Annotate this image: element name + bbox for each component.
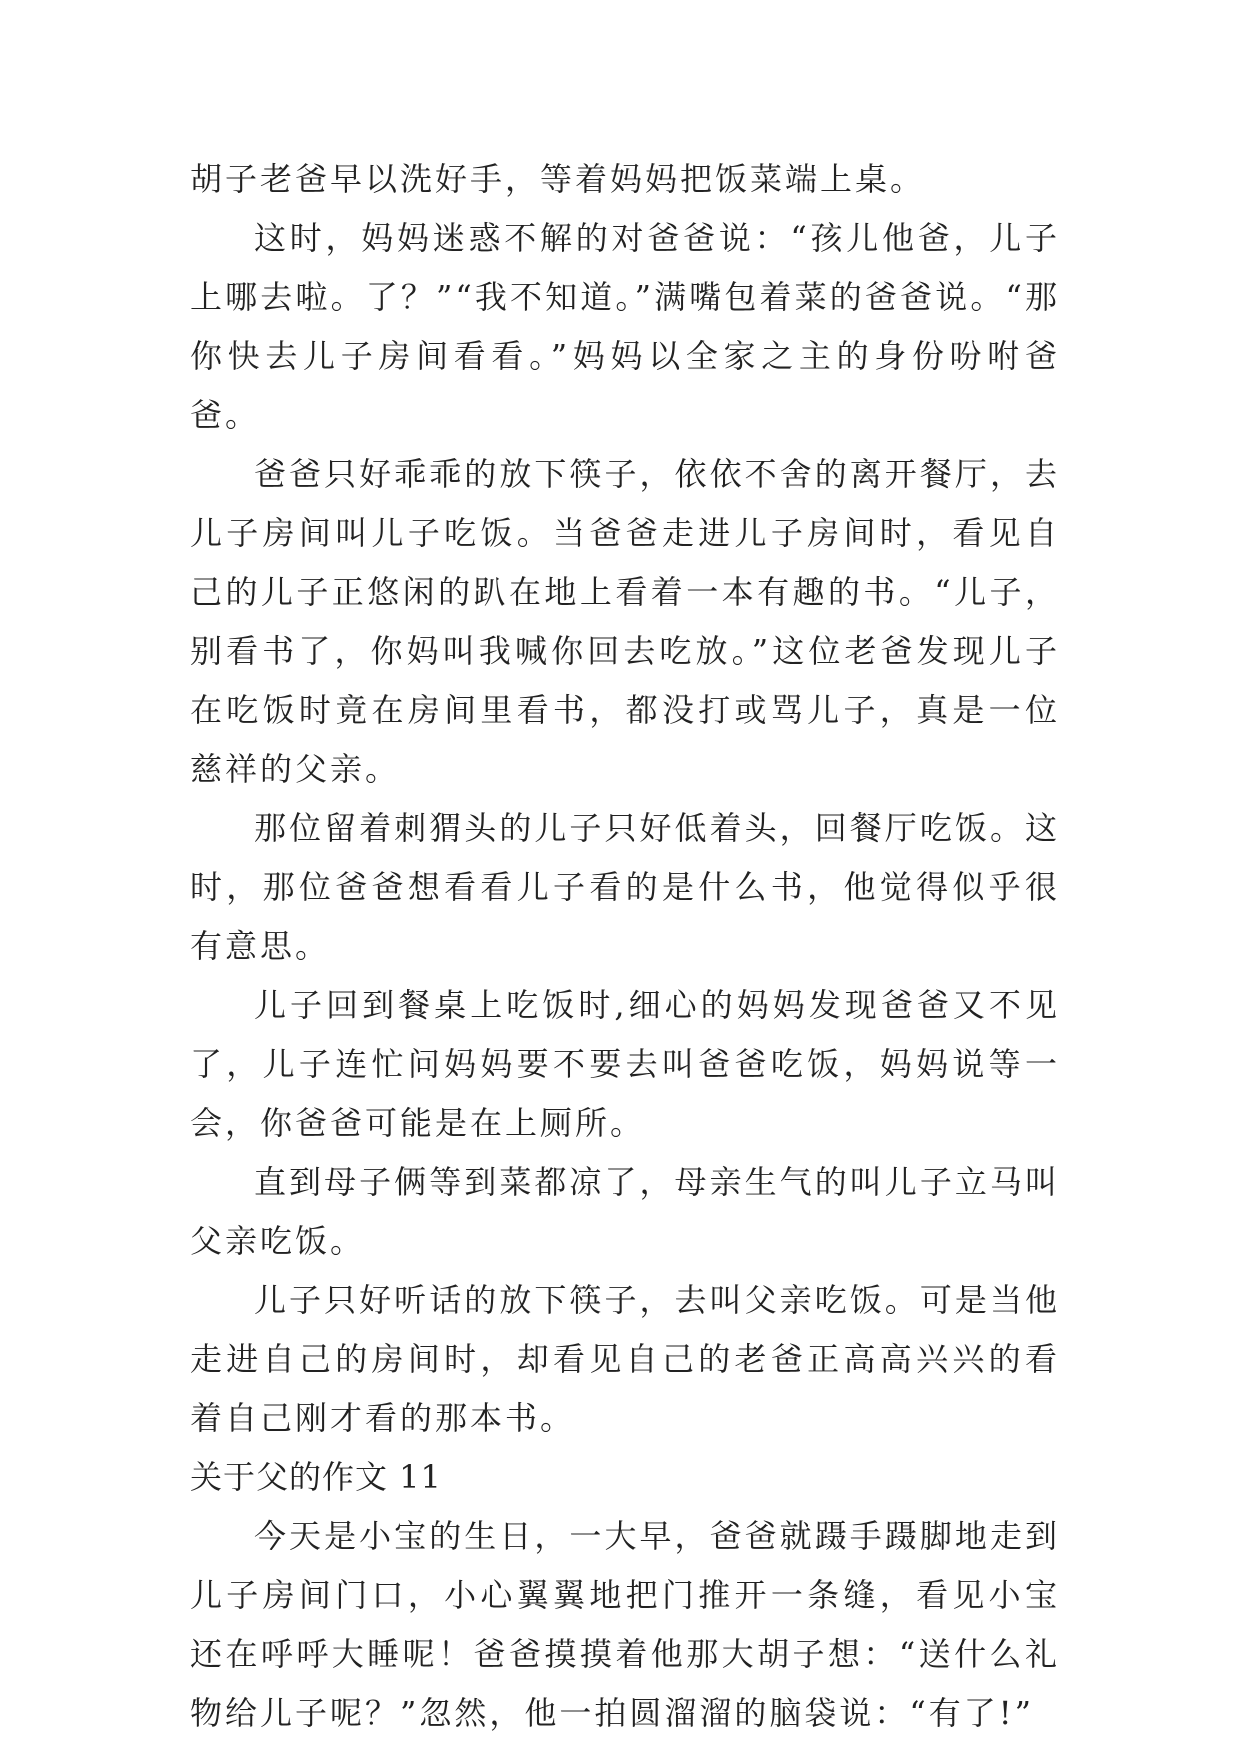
document-page: [190, 150, 1060, 1743]
paragraph-1: 胡子老爸早以洗好手，等着妈妈把饭菜端上桌。: [190, 160, 926, 198]
paragraph-6: 直到母子俩等到菜都凉了，母亲生气的叫儿子立马叫父亲吃饭。: [190, 1163, 1060, 1260]
paragraph-2: 这时，妈妈迷惑不解的对爸爸说：“孩儿他爸，儿子上哪去啦。了？”“我不知道。”满嘴包着菜的爸爸说。“那你快去儿子房间看看。”妈妈以全家之主的身份吩咐爸爸。: [190, 219, 1060, 434]
section-heading: 关于父的作文 11: [190, 1458, 442, 1496]
paragraph-8: 今天是小宝的生日，一大早，爸爸就蹑手蹑脚地走到儿子房间门口，小心翼翼地把门推开一条缝，看见小宝还在呼呼大睡呢！爸爸摸摸着他那大胡子想：“送什么礼物给儿子呢？”忽然，他一拍圆溜溜的脑袋说：“有了!”: [190, 1517, 1060, 1732]
paragraph-3: 爸爸只好乖乖的放下筷子，依依不舍的离开餐厅，去儿子房间叫儿子吃饭。当爸爸走进儿子房间时，看见自己的儿子正悠闲的趴在地上看着一本有趣的书。“儿子，别看书了，你妈叫我喊你回去吃放。”这位老爸发现儿子在吃饭时竟在房间里看书，都没打或骂儿子，真是一位慈祥的父亲。: [190, 455, 1060, 788]
paragraph-4: 那位留着刺猬头的儿子只好低着头，回餐厅吃饭。这时，那位爸爸想看看儿子看的是什么书，他觉得似乎很有意思。: [190, 809, 1060, 965]
paragraph-5: 儿子回到餐桌上吃饭时,细心的妈妈发现爸爸又不见了，儿子连忙问妈妈要不要去叫爸爸吃饭，妈妈说等一会，你爸爸可能是在上厕所。: [190, 986, 1060, 1142]
paragraph-7: 儿子只好听话的放下筷子，去叫父亲吃饭。可是当他走进自己的房间时，却看见自己的老爸正高高兴兴的看着自己刚才看的那本书。: [190, 1281, 1060, 1437]
